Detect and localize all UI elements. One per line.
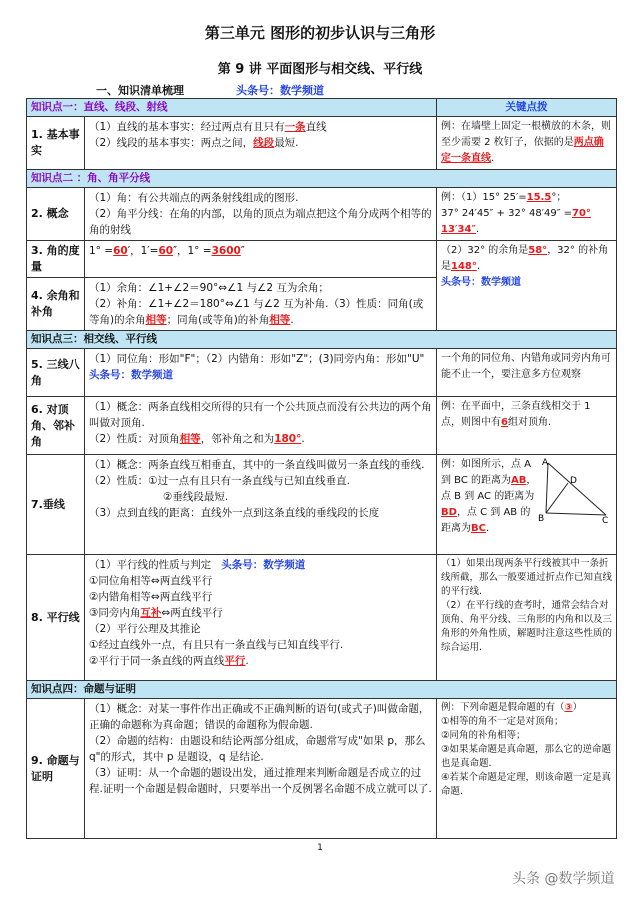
page-number: 1 bbox=[317, 843, 323, 853]
triangle-figure bbox=[538, 457, 612, 523]
row-label: 4. 余角和补角 bbox=[27, 278, 85, 331]
row-label: 3. 角的度量 bbox=[27, 241, 85, 278]
table-row bbox=[27, 397, 617, 455]
row-content: （1）角：有公共端点的两条射线组成的图形. （2）角平分线：在角的内部，以角的顶点为端点把这个角分成两个相等的角的射线 bbox=[85, 188, 437, 241]
section-row bbox=[27, 99, 617, 117]
example-cell: 例：在墙壁上固定一根横放的木条，则至少需要 2 枚钉子，依据的是两点确定一条直线. bbox=[437, 117, 617, 170]
key-points-header: 关键点拨 bbox=[437, 99, 617, 117]
figure-label-b: B bbox=[538, 514, 545, 523]
example-cell: （1）如果出现两条平行线被其中一条折线所截，那么一般要通过折点作已知直线的平行线. （2）在平行线的查考时，通常会结合对顶角、角平分线、三角形的内角和以及三角形的外角性质，解题时注意这些性质的综合运用. bbox=[437, 555, 617, 681]
row-content: （1）直线的基本事实：经过两点有且只有一条直线 （2）线段的基本事实：两点之间，线段最短. bbox=[85, 117, 437, 170]
section-header: 知识点三：相交线、平行线 bbox=[27, 331, 617, 349]
example-cell: 一个角的同位角、内错角或同旁内角可能不止一个，要注意多方位观察 bbox=[437, 349, 617, 397]
row-label: 1. 基本事实 bbox=[27, 117, 85, 170]
example-cell: A B C D 例：如图所示，点 A 到 BC 的距离为AB，点 B 到 AC 的距离为BD，点 C 到 AB 的距离为BC. bbox=[437, 455, 617, 555]
row-content: （1）概念：对某一事件作出正确或不正确判断的语句(或式子)叫做命题，正确的命题称为真命题；错误的命题称为假命题. （2）命题的结构：由题设和结论两部分组成，命题常写成"如果 p，那么 q"的形式，其中 p 是题设，q 是结论. （3）证明：从一个命题的题设出发，通过推理来判断命题是否成立的过程.证明一个命题是假命题时，只要举出一个反例署名命题不成立就可以了. bbox=[85, 699, 437, 839]
row-label: 8. 平行线 bbox=[27, 555, 85, 681]
section-header: 知识点二 ：角、角平分线 bbox=[27, 170, 617, 188]
lecture-title: 第 9 讲 平面图形与相交线、平行线 bbox=[217, 62, 423, 77]
row-label: 5. 三线八角 bbox=[27, 349, 85, 397]
section-subhead: 一、知识清单梳理 bbox=[96, 84, 184, 97]
section-row bbox=[27, 331, 617, 349]
table-row bbox=[27, 455, 617, 555]
table-row bbox=[27, 241, 617, 278]
toutiao-tag: 头条号：数学频道 bbox=[441, 277, 521, 288]
table-row bbox=[27, 349, 617, 397]
example-cell: 例：在平面中，三条直线相交于 1 点，则图中有6组对顶角. bbox=[437, 397, 617, 455]
section-header: 知识点四：命题与证明 bbox=[27, 681, 617, 699]
section-header: 知识点一：直线、线段、射线 bbox=[27, 99, 437, 117]
table-row bbox=[27, 117, 617, 170]
row-content: （1）概念：两条直线相交所得的只有一个公共顶点而没有公共边的两个角叫做对顶角. （2）性质：对顶角相等，邻补角之和为180°. bbox=[85, 397, 437, 455]
section-row bbox=[27, 681, 617, 699]
knowledge-table bbox=[26, 98, 617, 839]
toutiao-tag: 头条号：数学频道 bbox=[236, 84, 324, 97]
row-content: （1）同位角：形如"F"；（2）内错角：形如"Z"；(3)同旁内角：形如"U" 头条号：数学频道 bbox=[85, 349, 437, 397]
row-label: 2. 概念 bbox=[27, 188, 85, 241]
unit-title: 第三单元 图形的初步认识与三角形 bbox=[204, 24, 436, 42]
table-row bbox=[27, 699, 617, 839]
row-label: 6. 对顶角、邻补角 bbox=[27, 397, 85, 455]
row-content: 1° =60′，1′=60″，1° =3600″ bbox=[85, 241, 437, 278]
row-label: 9. 命题与证明 bbox=[27, 699, 85, 839]
table-row bbox=[27, 188, 617, 241]
example-cell: 例：下列命题是假命题的有（③） ①相等的角不一定是对顶角； ②同角的补角相等； ③如果某命题是真命题，那么它的逆命题也是真命题. ④若某个命题是定理，则该命题一定是真命题. bbox=[437, 699, 617, 839]
figure-label-a: A bbox=[542, 458, 549, 468]
example-cell: （2）32° 的余角是58°，32° 的补角是148°. 头条号：数学频道 bbox=[437, 241, 617, 331]
example-cell: 例：（1）15° 25′=15.5°； 37° 24′45″ + 32° 48′49″ =70° 13′34″. bbox=[437, 188, 617, 241]
figure-label-d: D bbox=[570, 476, 577, 486]
watermark: 头条 @数学频道 bbox=[512, 871, 615, 887]
row-content: （1）平行线的性质与判定 头条号：数学频道 ①同位角相等⇔两直线平行 ②内错角相等⇔两直线平行 ③同旁内角互补⇔两直线平行 （2）平行公理及其推论 ①经过直线外一点，有且只有一条直线与已知直线平行. ②平行于同一条直线的两直线平行. bbox=[85, 555, 437, 681]
row-content: （1）概念：两条直线互相垂直，其中的一条直线叫做另一条直线的垂线. （2）性质：①过一点有且只有一条直线与已知直线垂直. ②垂线段最短. （3）点到直线的距离：直线外一点到这条直线的垂线段的长度 bbox=[85, 455, 437, 555]
row-content: （1）余角：∠1+∠2＝90°⇔∠1 与∠2 互为余角； （2）补角：∠1+∠2＝180°⇔∠1 与∠2 互为补角.（3）性质：同角(或等角)的余角相等；同角(或等角)的补角相等. bbox=[85, 278, 437, 331]
section-row bbox=[27, 170, 617, 188]
table-row bbox=[27, 555, 617, 681]
row-label: 7.垂线 bbox=[27, 455, 85, 555]
figure-label-c: C bbox=[602, 516, 609, 523]
